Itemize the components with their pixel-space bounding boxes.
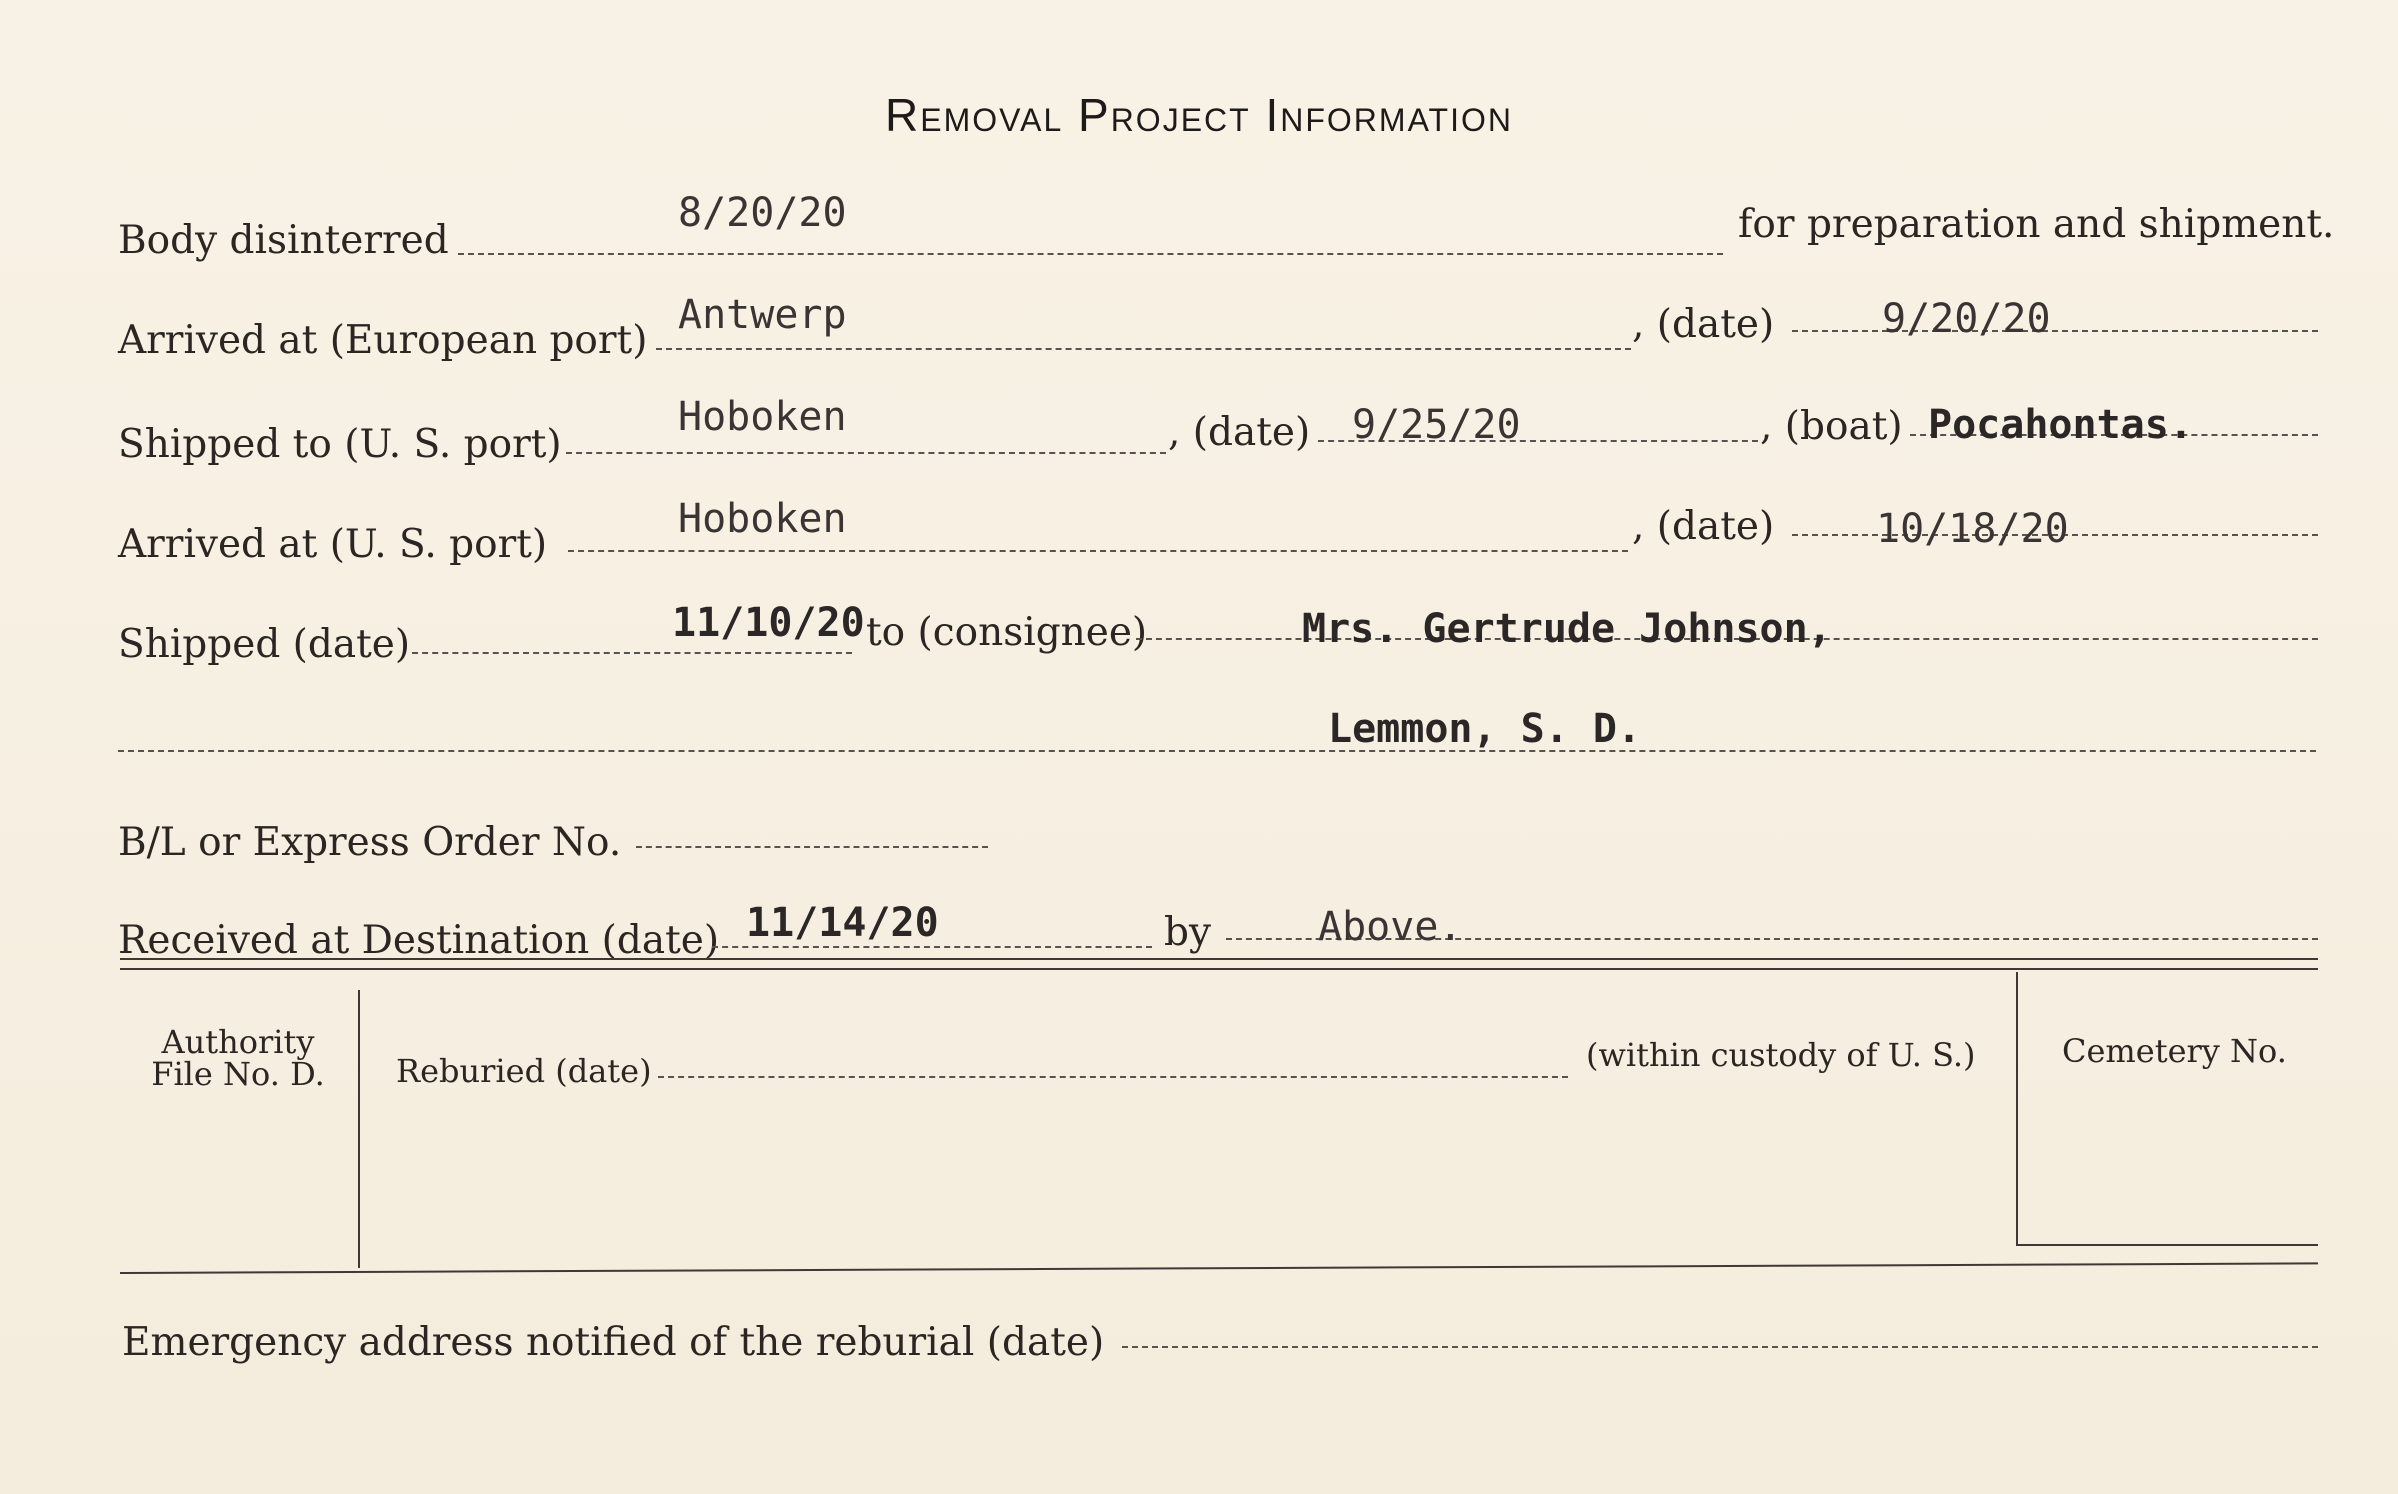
arrived-european-value: Antwerp	[678, 292, 847, 338]
arrived-us-date-label: , (date)	[1632, 504, 1775, 549]
body-disinterred-value: 8/20/20	[678, 190, 847, 236]
table-top-rule-1	[120, 958, 2318, 960]
consignee-name: Mrs. Gertrude Johnson,	[1302, 606, 1832, 652]
arrived-european-date-label: , (date)	[1632, 302, 1775, 347]
emergency-line	[1122, 1346, 2318, 1348]
arrived-us-line	[568, 550, 1628, 552]
table-divider-right	[2016, 972, 2018, 1244]
emergency-label: Emergency address notified of the reburial (date)	[122, 1320, 1105, 1365]
table-bottom-rule	[120, 1262, 2318, 1274]
authority-file-label	[128, 1023, 348, 1093]
consignee-address: Lemmon, S. D.	[1328, 706, 1642, 752]
bl-order-label: B/L or Express Order No.	[118, 820, 622, 865]
arrived-european-line	[656, 348, 1631, 350]
shipped-us-value: Hoboken	[678, 394, 847, 440]
bl-order-line	[636, 846, 988, 848]
arrived-european-label: Arrived at (European port)	[118, 318, 648, 363]
table-divider-left	[358, 990, 360, 1268]
table-top-rule-2	[120, 968, 2318, 970]
received-label: Received at Destination (date)	[118, 918, 720, 963]
reburied-label: Reburied (date)	[396, 1052, 652, 1090]
authority-line2: File No. D.	[151, 1055, 325, 1093]
arrived-us-date: 10/18/20	[1876, 506, 2069, 552]
received-date-line	[712, 946, 1152, 948]
body-disinterred-suffix: for preparation and shipment.	[1738, 202, 2335, 247]
cemetery-no-label: Cemetery No.	[2062, 1032, 2287, 1070]
shipped-us-boat-label: , (boat)	[1760, 404, 1903, 449]
table-right-bottom-rule	[2016, 1244, 2318, 1246]
received-date: 11/14/20	[746, 900, 939, 946]
shipped-date-line	[412, 652, 852, 654]
received-by-label: by	[1164, 910, 1211, 955]
arrived-us-value: Hoboken	[678, 496, 847, 542]
shipped-us-label: Shipped to (U. S. port)	[118, 422, 562, 467]
custody-label: (within custody of U. S.)	[1586, 1036, 1976, 1074]
arrived-european-date-line	[1792, 330, 2318, 332]
shipped-us-date: 9/25/20	[1352, 402, 1521, 448]
reburied-line	[658, 1076, 1568, 1078]
shipped-date-label: Shipped (date)	[118, 622, 411, 667]
received-by: Above.	[1318, 904, 1463, 950]
arrived-european-date: 9/20/20	[1882, 296, 2051, 342]
shipped-us-boat: Pocahontas.	[1928, 402, 2193, 448]
body-disinterred-line	[458, 253, 1723, 255]
consignee-label: to (consignee)	[866, 610, 1148, 655]
shipped-date-value: 11/10/20	[672, 600, 865, 646]
consignee-address-line	[118, 750, 2316, 752]
arrived-us-label: Arrived at (U. S. port)	[118, 522, 548, 567]
shipped-us-date-label: , (date)	[1168, 410, 1311, 455]
page-title	[0, 88, 2398, 142]
authority-line1: Authority	[161, 1023, 315, 1061]
shipped-us-line	[566, 452, 1166, 454]
body-disinterred-label: Body disinterred	[118, 218, 449, 263]
title-text: Removal Project Information	[885, 89, 1513, 141]
